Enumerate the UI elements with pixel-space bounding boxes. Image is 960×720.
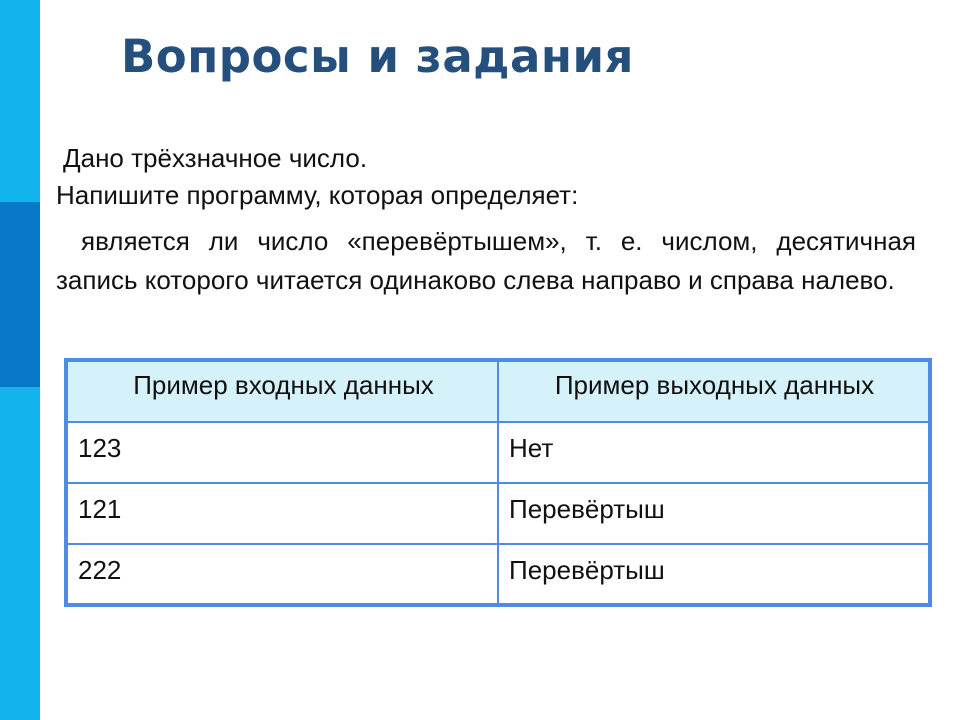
input-cell: 123 bbox=[66, 422, 498, 483]
examples-table bbox=[64, 358, 932, 607]
output-cell: Нет bbox=[498, 422, 930, 483]
table-row bbox=[66, 483, 930, 544]
slide-title: Вопросы и задания bbox=[121, 30, 634, 83]
output-cell: Перевёртыш bbox=[498, 483, 930, 544]
task-instruction-line: Напишите программу, которая определяет: bbox=[56, 180, 579, 210]
task-intro-line: Дано трёхзначное число. bbox=[63, 143, 368, 173]
side-accent-strip-dark bbox=[0, 202, 40, 387]
input-cell: 121 bbox=[66, 483, 498, 544]
input-cell: 222 bbox=[66, 544, 498, 605]
column-header-input: Пример входных данных bbox=[66, 360, 498, 422]
column-header-output: Пример выходных данных bbox=[498, 360, 930, 422]
output-cell: Перевёртыш bbox=[498, 544, 930, 605]
table-header-row bbox=[66, 360, 930, 422]
table-row bbox=[66, 422, 930, 483]
task-condition-paragraph: является ли число «перевёртышем», т. е. числом, десятичная запись которого читается одинаково слева направо и справа налево. bbox=[56, 226, 916, 295]
table-row bbox=[66, 544, 930, 605]
